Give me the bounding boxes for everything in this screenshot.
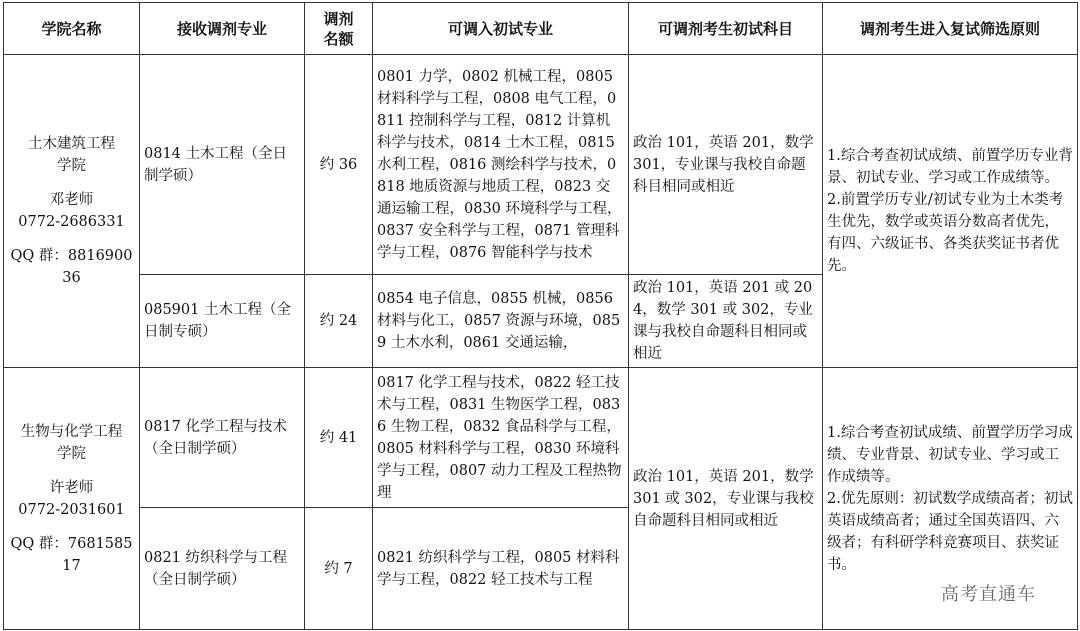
exam-subjects-cell: 政治 101，英语 201 或 204，数学 301 或 302，专业课与我校自命题科目相同或相近 <box>629 275 823 368</box>
header-major: 接收调剂专业 <box>140 3 305 55</box>
rule-item-1: 1.综合考查初试成绩、前置学历专业背景、初试专业、学习或工作成绩等。 <box>827 148 1073 186</box>
header-quota-line-1: 调剂 <box>323 9 354 28</box>
college-contact: 许老师 <box>49 479 94 496</box>
exam-subjects-cell: 政治 101，英语 201，数学 301 或 302，专业课与我校自命题科目相同或相近 <box>629 368 823 630</box>
adjustment-table <box>3 2 1078 630</box>
major-cell: 0817 化学工程与技术（全日制学硕） <box>140 368 305 508</box>
table-row <box>4 55 1078 275</box>
quota-cell: 约 24 <box>305 275 373 368</box>
college-name-line-2: 学院 <box>57 445 86 462</box>
selection-rules-cell <box>823 55 1078 368</box>
college-qq: QQ 群：881690036 <box>10 248 133 286</box>
header-quota-line-2: 名额 <box>323 29 354 48</box>
college-contact: 邓老师 <box>49 192 94 208</box>
quota-cell: 约 36 <box>305 55 373 275</box>
college-name-line-2: 学院 <box>57 158 86 174</box>
header-quota <box>305 3 373 55</box>
rule-item-1: 1.综合考查初试成绩、前置学历学习成绩、专业背景、初试专业、学习或工作成绩等。 <box>827 424 1073 485</box>
header-row <box>4 3 1078 55</box>
college-cell <box>4 55 140 368</box>
major-cell: 0821 纺织科学与工程（全日制学硕） <box>140 508 305 630</box>
table-row <box>4 368 1078 508</box>
header-exam-subjects: 可调剂考生初试科目 <box>629 3 823 55</box>
college-cell <box>4 368 140 630</box>
rule-item-2: 2.前置学历专业/初试专业为土木类考生优先，数学或英语分数高者优先，有四、六级证书、各类获奖证书者优先。 <box>827 192 1064 274</box>
header-selection-rules: 调剂考生进入复试筛选原则 <box>823 3 1078 55</box>
college-phone: 0772-2686331 <box>18 214 125 230</box>
college-name-line-1: 生物与化学工程 <box>20 423 123 440</box>
watermark-text: 高考直通车 <box>941 584 1036 605</box>
source-majors-cell: 0817 化学工程与技术，0822 轻工技术与工程，0831 生物医学工程，0836 生物工程，0832 食品科学与工程，0805 材料科学与工程，0830 环境科学与工程，0807 动力工程及工程热物理 <box>373 368 629 508</box>
header-college: 学院名称 <box>4 3 140 55</box>
major-cell: 085901 土木工程（全日制专硕） <box>140 275 305 368</box>
quota-cell: 约 7 <box>305 508 373 630</box>
rule-item-2: 2.优先原则：初试数学成绩高者；初试英语成绩高者；通过全国英语四、六级者；有科研学科竞赛项目、获奖证书。 <box>827 490 1073 573</box>
source-majors-cell: 0821 纺织科学与工程，0805 材料科学与工程，0822 轻工技术与工程 <box>373 508 629 630</box>
source-majors-cell: 0801 力学，0802 机械工程，0805 材料科学与工程，0808 电气工程，0811 控制科学与工程，0812 计算机科学与技术，0814 土木工程，0815 水利工程，0816 测绘科学与技术，0818 地质资源与地质工程，0823 交通运输工程，0830 环境科学与工程，0837 安全科学与工程，0871 管理科学与工程，0876 智能科学与技术 <box>373 55 629 275</box>
source-majors-cell: 0854 电子信息，0855 机械，0856 材料与化工，0857 资源与环境，0859 土木水利，0861 交通运输， <box>373 275 629 368</box>
header-source-majors: 可调入初试专业 <box>373 3 629 55</box>
major-cell: 0814 土木工程（全日制学硕） <box>140 55 305 275</box>
quota-cell: 约 41 <box>305 368 373 508</box>
college-phone: 0772-2031601 <box>18 501 125 518</box>
college-qq: QQ 群：768158517 <box>10 535 133 574</box>
college-name-line-1: 土木建筑工程 <box>28 136 115 152</box>
exam-subjects-cell: 政治 101，英语 201，数学 301，专业课与我校自命题科目相同或相近 <box>629 55 823 275</box>
